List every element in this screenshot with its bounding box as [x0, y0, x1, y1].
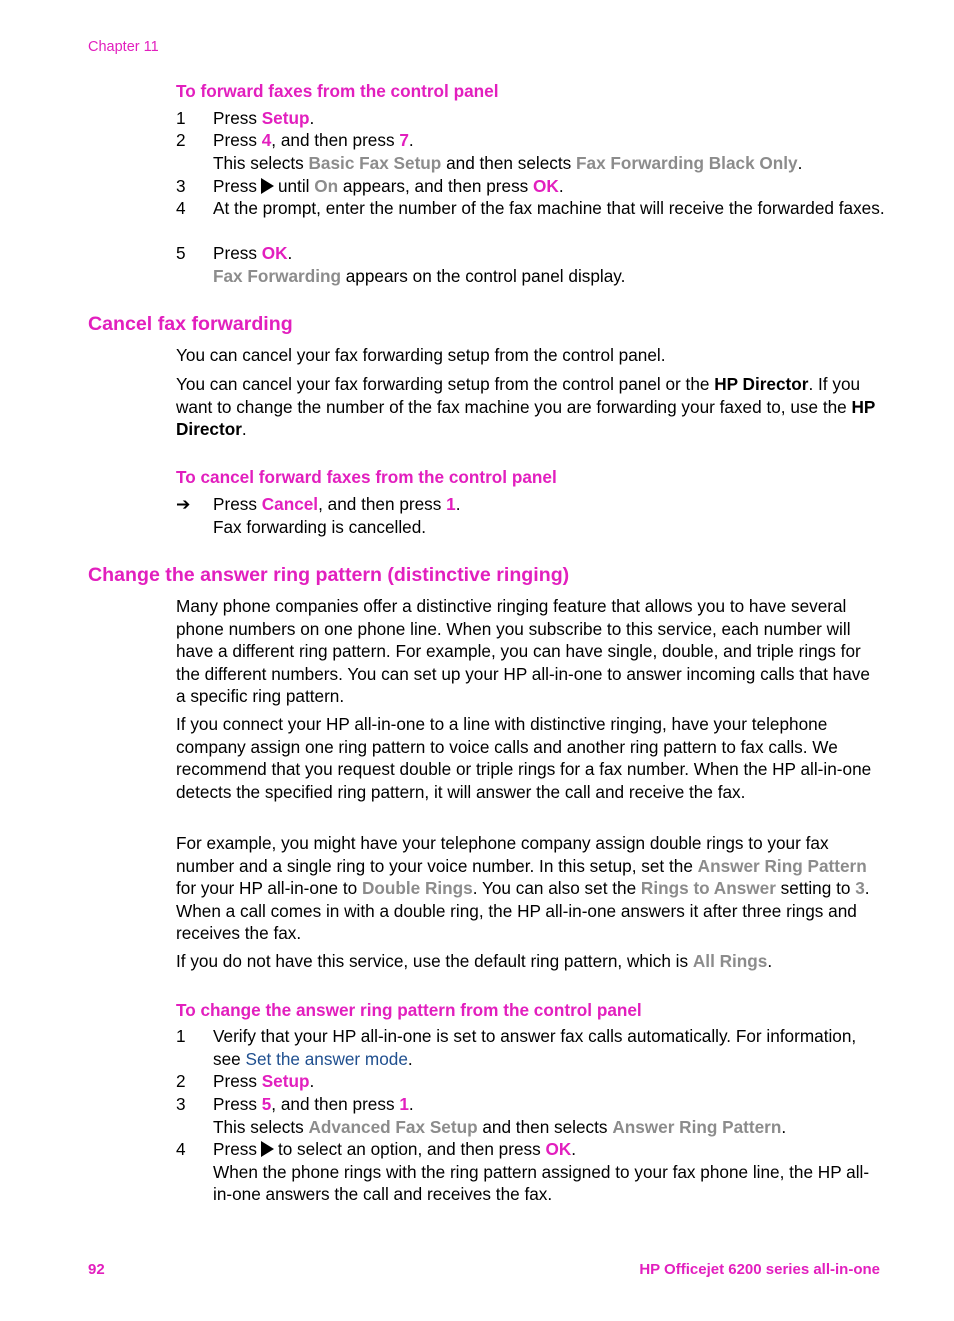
ok-key: OK: [261, 243, 288, 263]
step-text: .: [797, 152, 803, 173]
step-text: At the prompt, enter the number of the fax machine that will receive the forwarded faxes.: [213, 198, 885, 218]
step-text: and then selects: [477, 1116, 613, 1137]
step-number: 1: [176, 1026, 186, 1046]
menu-all-rings: All Rings: [692, 951, 768, 971]
menu-value-3: 3: [855, 878, 865, 898]
paragraph-text: . If you want to change the number of the fax machine you are forwarding your faxed to, use the: [176, 374, 861, 417]
step-text: .: [455, 494, 461, 514]
paragraph-text: .: [767, 951, 773, 971]
step-number: 5: [176, 243, 186, 263]
paragraph-text: . You can also set the: [472, 878, 641, 898]
ok-key: OK: [533, 176, 559, 196]
step-text: and then selects: [441, 152, 577, 173]
step-text: .: [408, 130, 414, 150]
cancel-key: Cancel: [261, 494, 319, 514]
step-text: Press: [213, 243, 262, 263]
cancel-proc-title: To cancel forward faxes from the control panel: [176, 467, 557, 487]
set-answer-mode-link[interactable]: Set the answer mode: [245, 1048, 408, 1069]
step-text: appears, and then press: [338, 176, 534, 196]
step-text: Press: [213, 108, 262, 128]
step-number: 1: [176, 108, 186, 128]
step-number: 3: [176, 1094, 186, 1114]
step-text: Verify that your HP all-in-one is set to answer fax calls automatically. For information, see: [213, 1026, 857, 1069]
ring-proc-title: To change the answer ring pattern from the control panel: [176, 1000, 642, 1020]
menu-basic-fax-setup: Basic Fax Setup: [308, 152, 442, 173]
hp-director-term: HP Director: [714, 374, 809, 394]
menu-advanced-fax-setup: Advanced Fax Setup: [308, 1116, 478, 1137]
cancel-step: [176, 493, 886, 538]
step-text: appears on the control panel display.: [340, 265, 626, 286]
forward-proc-title: To forward faxes from the control panel: [176, 81, 499, 101]
menu-double-rings: Double Rings: [361, 878, 473, 898]
ring-paragraph-2: If you connect your HP all-in-one to a line with distinctive ringing, have your telephone company assign one ring pattern to voice calls and another ring pattern to fax calls. We recommend that you request double or triple rings for a fax number. When the HP all-in-one detects the specified ring pattern, it will answer the call and receive the fax.: [176, 714, 872, 802]
paragraph-text: setting to: [775, 878, 856, 898]
step-text: .: [571, 1139, 577, 1159]
step-text: This selects: [213, 1116, 309, 1137]
cancel-paragraph-2: [176, 373, 882, 441]
step-text: .: [558, 176, 564, 196]
step-text: , and then press: [318, 494, 447, 514]
key-5: 5: [261, 1094, 272, 1114]
step-number: 4: [176, 198, 186, 218]
step-text: to select an option, and then press: [277, 1139, 546, 1159]
ring-step-1: [176, 1025, 886, 1070]
step-text: Press: [213, 130, 262, 150]
display-fax-forwarding: Fax Forwarding: [213, 265, 341, 286]
step-number: 3: [176, 176, 186, 196]
step-text: Press: [213, 1071, 262, 1091]
paragraph-text: .: [241, 419, 247, 439]
step-text: .: [287, 243, 293, 263]
forward-step-3: [176, 175, 886, 198]
forward-step-5: [176, 242, 886, 287]
ring-step-3: [176, 1093, 886, 1138]
forward-step-4: [176, 197, 886, 220]
menu-answer-ring-pattern: Answer Ring Pattern: [697, 855, 867, 876]
arrow-bullet-icon: ➔: [176, 494, 191, 514]
step-text: .: [309, 108, 315, 128]
step-number: 2: [176, 1071, 186, 1091]
chapter-label: Chapter 11: [88, 39, 159, 55]
step-text: Press: [213, 1094, 262, 1114]
hp-director-term: HP Director: [176, 396, 876, 439]
step-text: , and then press: [271, 1094, 400, 1114]
forward-step-2: [176, 129, 886, 174]
paragraph-text: You can cancel your fax forwarding setup from the control panel or the: [176, 374, 715, 394]
step-result: When the phone rings with the ring pattern assigned to your fax phone line, the HP all-in-one answers the call and receives the fax.: [213, 1161, 870, 1204]
cancel-paragraph-1: You can cancel your fax forwarding setup from the control panel.: [176, 345, 666, 365]
ring-step-2: [176, 1070, 886, 1093]
page-number: 92: [88, 1261, 105, 1278]
step-text: This selects: [213, 152, 309, 173]
step-text: .: [408, 1094, 414, 1114]
menu-answer-ring-pattern: Answer Ring Pattern: [612, 1116, 782, 1137]
paragraph-text: . When a call comes in with a double ring, the HP all-in-one answers it after three rings and receives the fax.: [176, 878, 870, 943]
paragraph-text: for your HP all-in-one to: [176, 878, 362, 898]
step-text: .: [407, 1048, 413, 1069]
setup-key: Setup: [261, 1071, 310, 1091]
step-text: Press: [213, 494, 262, 514]
ring-paragraph-4: [176, 950, 882, 973]
step-text: .: [781, 1116, 787, 1137]
key-1: 1: [399, 1094, 409, 1114]
ring-step-4: [176, 1138, 886, 1206]
ring-paragraph-1: Many phone companies offer a distinctive ringing feature that allows you to have several phone numbers on one phone line. When you subscribe to this service, each number will have a different ring pattern. For example, you can have single, double, and triple rings for the different numbers. You can set up your HP all-in-one to answer incoming calls that have a specific ring pattern.: [176, 596, 870, 706]
ring-section-title: Change the answer ring pattern (distinctive ringing): [88, 564, 570, 586]
paragraph-text: For example, you might have your telephone company assign double rings to your fax number and a single ring to your voice number. In this setup, set the: [176, 833, 829, 876]
menu-rings-to-answer: Rings to Answer: [640, 878, 776, 898]
menu-fax-forwarding-black-only: Fax Forwarding Black Only: [576, 152, 798, 173]
setup-key: Setup: [261, 108, 310, 128]
step-result: Fax forwarding is cancelled.: [213, 516, 427, 537]
step-text: until: [277, 176, 315, 196]
cancel-section-title: Cancel fax forwarding: [88, 313, 293, 335]
step-number: 2: [176, 130, 186, 150]
ring-paragraph-3: [176, 832, 882, 945]
footer-product-title: HP Officejet 6200 series all-in-one: [639, 1261, 880, 1278]
step-number: 4: [176, 1139, 186, 1159]
forward-step-1: [176, 107, 886, 130]
key-4: 4: [261, 130, 272, 150]
key-7: 7: [399, 130, 409, 150]
right-arrow-key-icon: [261, 1141, 274, 1157]
step-text: Press: [213, 176, 257, 196]
paragraph-text: If you do not have this service, use the default ring pattern, which is: [176, 951, 693, 971]
ok-key: OK: [545, 1139, 572, 1159]
key-1: 1: [446, 494, 456, 514]
step-text: , and then press: [271, 130, 400, 150]
right-arrow-key-icon: [261, 178, 274, 194]
menu-on: On: [314, 176, 339, 196]
step-text: .: [309, 1071, 315, 1091]
step-text: Press: [213, 1139, 257, 1159]
